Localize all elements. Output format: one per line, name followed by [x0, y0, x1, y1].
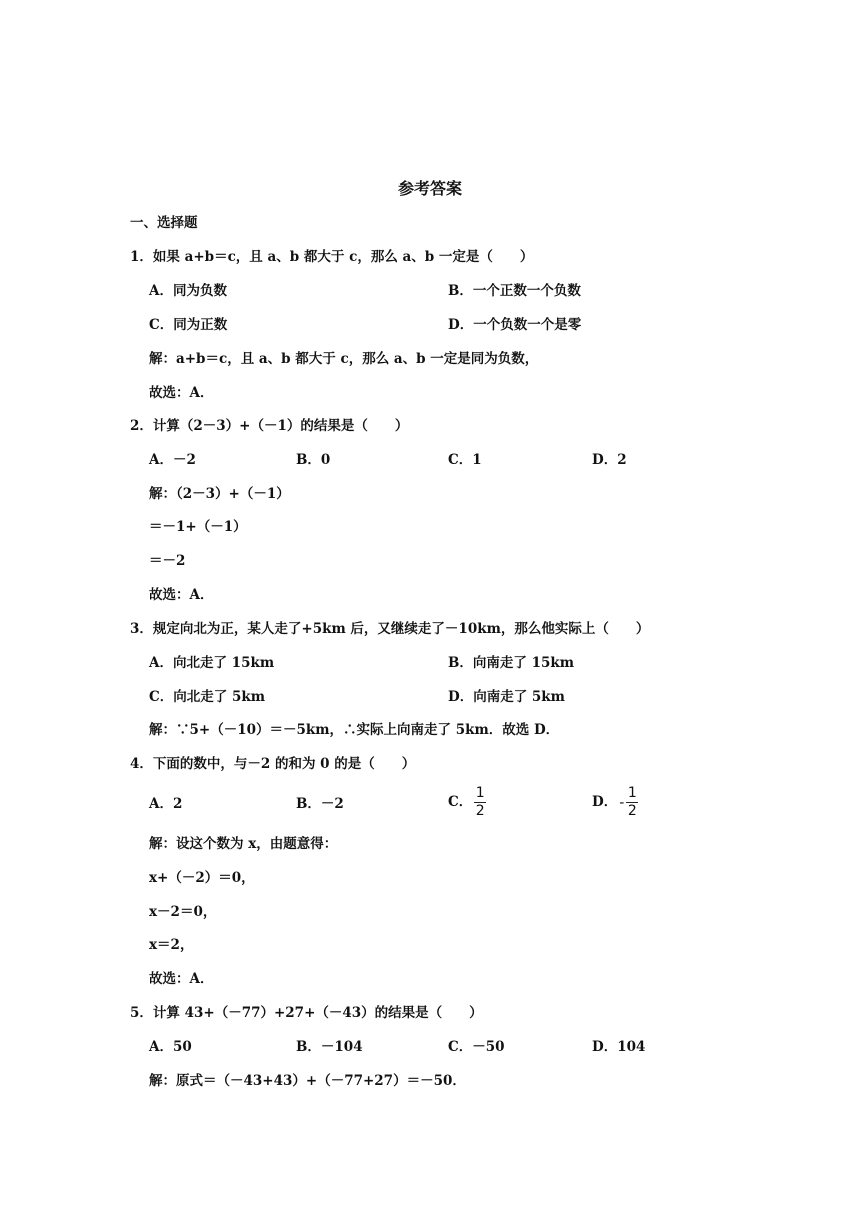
fraction-one-half — [626, 786, 638, 819]
q2-solution-line-3: ＝－2 — [149, 553, 186, 569]
q4-option-d-label: D． — [592, 794, 618, 810]
q3-option-c: C．向北走了 5km — [149, 689, 265, 705]
fraction-numerator: 1 — [475, 785, 485, 801]
q4-option-b: B．－2 — [296, 796, 344, 812]
q2-option-b: B．0 — [296, 452, 331, 468]
q3-solution: 解：∵5+（－10）＝－5km，∴实际上向南走了 5km．故选 D． — [149, 722, 560, 738]
q4-option-d — [592, 786, 638, 819]
q3-option-a: A．向北走了 15km — [149, 655, 275, 671]
q2-option-a: A．－2 — [149, 452, 196, 468]
q1-option-d: D．一个负数一个是零 — [448, 317, 582, 333]
q1-solution: 解：a+b＝c，且 a、b 都大于 c，那么 a、b 一定是同为负数， — [149, 351, 539, 367]
q5-option-d: D．104 — [592, 1039, 646, 1055]
page-title: 参考答案 — [397, 179, 462, 198]
q4-option-a: A．2 — [149, 796, 183, 812]
q4-answer: 故选：A． — [149, 971, 214, 987]
q2-solution-line-1: 解：（2－3）+（－1） — [149, 486, 290, 502]
q2-stem: 2．计算（2－3）+（－1）的结果是（ ） — [130, 418, 409, 434]
q5-option-a: A．50 — [149, 1039, 192, 1055]
q2-solution-line-2: ＝－1+（－1） — [149, 519, 247, 535]
q1-option-a: A．同为负数 — [149, 283, 227, 299]
q3-option-b: B．向南走了 15km — [448, 655, 575, 671]
q3-option-d: D．向南走了 5km — [448, 689, 565, 705]
q4-option-c-label: C． — [448, 794, 473, 810]
q5-solution: 解：原式＝（－43+43）+（－77+27）＝－50． — [149, 1073, 466, 1089]
q2-answer: 故选：A． — [149, 587, 214, 603]
q2-option-d: D．2 — [592, 452, 627, 468]
q1-option-b: B．一个正数一个负数 — [448, 283, 581, 299]
q4-solution-line-1: 解：设这个数为 x，由题意得： — [149, 836, 338, 852]
q4-solution-line-2: x+（－2）＝0， — [149, 870, 255, 886]
fraction-numerator: 1 — [627, 785, 637, 801]
fraction-denominator: 2 — [475, 803, 485, 819]
fraction-one-half — [474, 786, 486, 819]
q4-option-c — [448, 786, 486, 819]
negative-sign: - — [619, 794, 625, 811]
q4-stem: 4．下面的数中，与－2 的和为 0 的是（ ） — [130, 756, 416, 772]
q5-option-b: B．－104 — [296, 1039, 363, 1055]
fraction-denominator: 2 — [627, 803, 637, 819]
q4-solution-line-3: x－2＝0， — [149, 904, 217, 920]
q4-solution-line-4: x＝2， — [149, 937, 194, 953]
q5-option-c: C．－50 — [448, 1039, 505, 1055]
q2-option-c: C．1 — [448, 452, 482, 468]
section-heading: 一、选择题 — [130, 215, 198, 231]
q5-stem: 5．计算 43+（－77）+27+（－43）的结果是（ ） — [130, 1005, 483, 1021]
q1-option-c: C．同为正数 — [149, 317, 228, 333]
q1-answer: 故选：A． — [149, 385, 214, 401]
q1-stem: 1．如果 a+b＝c，且 a、b 都大于 c，那么 a、b 一定是（ ） — [130, 249, 534, 265]
q3-stem: 3．规定向北为正，某人走了+5km 后，又继续走了－10km，那么他实际上（ ） — [130, 621, 650, 637]
